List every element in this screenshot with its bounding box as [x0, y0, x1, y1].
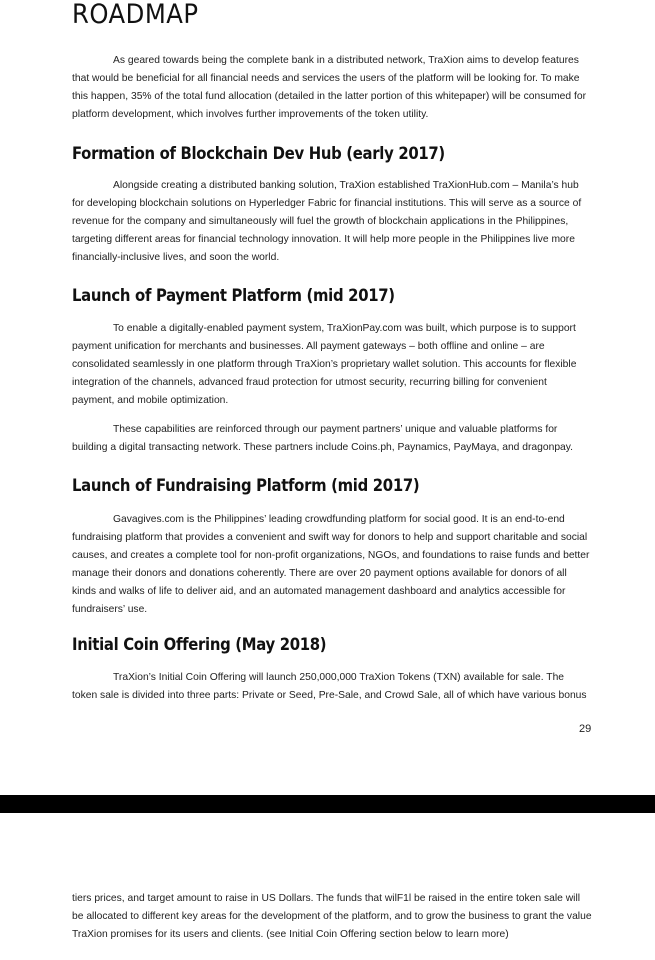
section-paragraph-fundraising-platform: Gavagives.com is the Philippines’ leading crowdfunding platform for social good. It is an end-to-end fundraising platform that provides a convenient and swift way for donors to help and support charitable and social causes, and creates a complete tool for non-profit organizations, NGOs, and foundations to raise funds and better manage their donors and donations coherently. There are over 20 payment options available for donors of all kinds and walks of life to deliver aid, and an automated management dashboard and analytics accessible for fundraisers’ use.: [72, 514, 590, 615]
document-page-30: [0, 813, 655, 960]
section-paragraph-dev-hub: Alongside creating a distributed banking solution, TraXion established TraXionHub.com – Manila’s hub for developing blockchain solutions on Hyperledger Fabric for financial institutions. This will serve as a source of revenue for the company and simultaneously will fuel the growth of blockchain applications in the Philippines, targeting different areas for financial technology innovation. It will help more people in the Philippines live more financially-inclusive lives, and soon the world.: [72, 180, 582, 263]
page-separator-bar: [0, 795, 655, 813]
section-heading-ico: Initial Coin Offering (May 2018): [72, 635, 327, 654]
section-heading-dev-hub: Formation of Blockchain Dev Hub (early 2017): [72, 144, 445, 163]
section-paragraph-ico: TraXion’s Initial Coin Offering will launch 250,000,000 TraXion Tokens (TXN) available for sale. The token sale is divided into three parts: Private or Seed, Pre-Sale, and Crowd Sale, all of which have various bonus: [72, 672, 587, 701]
section-heading-payment-platform: Launch of Payment Platform (mid 2017): [72, 286, 395, 305]
continuation-paragraph: tiers prices, and target amount to raise in US Dollars. The funds that wilF1l be raised in the entire token sale will be allocated to different key areas for the development of the platform, and to grow the business to grant the value TraXion promises for its users and clients. (see Initial Coin Offering section below to learn more): [72, 893, 592, 940]
page-title: ROADMAP: [72, 0, 199, 30]
section-paragraph-payment-platform-1: To enable a digitally-enabled payment system, TraXionPay.com was built, which purpose is to support payment unification for merchants and businesses. All payment gateways – both offline and online – are consolidated seamlessly in one platform through TraXion’s proprietary wallet solution. This accounts for flexible integration of the channels, advanced fraud protection for utmost security, recurring billing for convenient payment, and mobile optimization.: [72, 323, 577, 406]
section-heading-fundraising-platform: Launch of Fundraising Platform (mid 2017): [72, 476, 420, 495]
section-paragraph-payment-platform-2: These capabilities are reinforced through our payment partners’ unique and valuable platforms for building a digital transacting network. These partners include Coins.ph, Paynamics, PayMaya, and dragonpay.: [72, 424, 574, 453]
page-number: 29: [579, 723, 592, 735]
intro-paragraph: As geared towards being the complete bank in a distributed network, TraXion aims to develop features that would be beneficial for all financial needs and services the users of the platform will be looking for. To make this happen, 35% of the total fund allocation (detailed in the latter portion of this whitepaper) will be consumed for platform development, which involves further improvements of the token utility.: [72, 55, 587, 120]
